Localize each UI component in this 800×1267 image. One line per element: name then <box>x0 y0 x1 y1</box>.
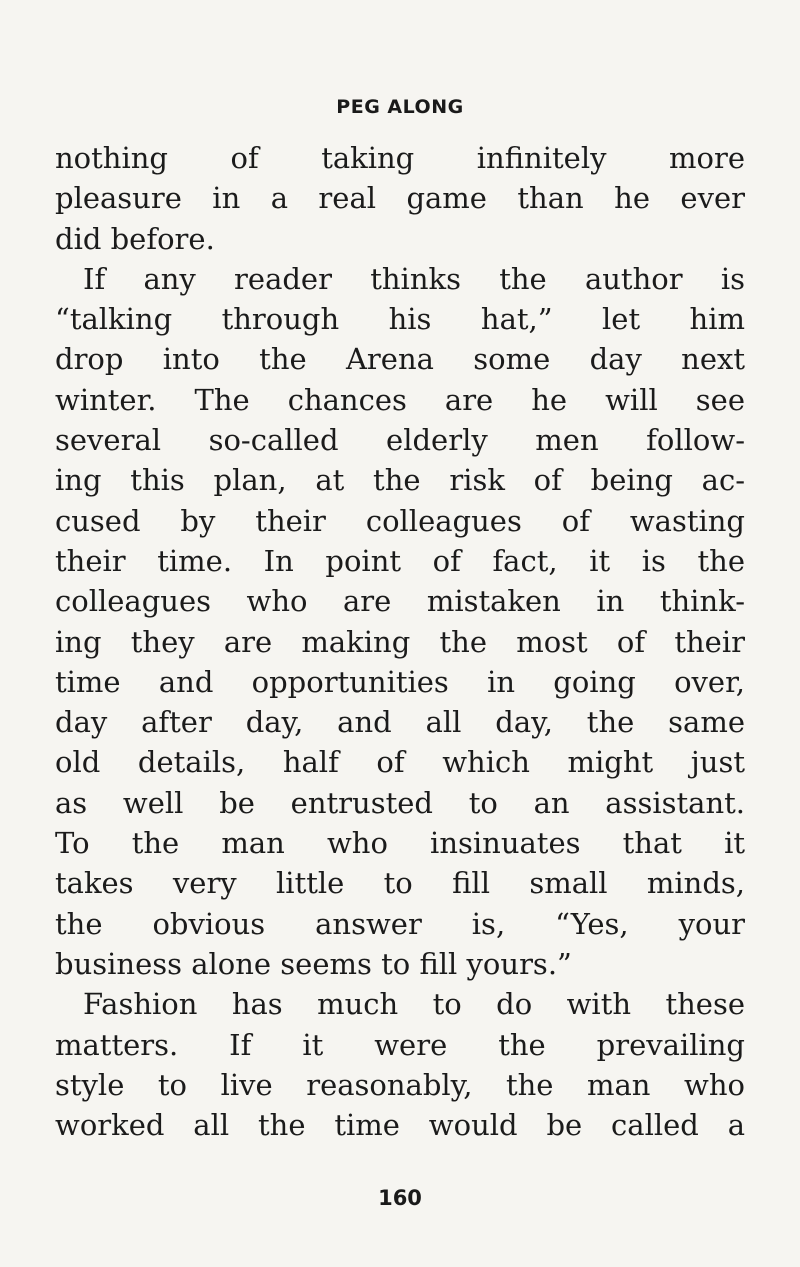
text-line: colleagues who are mistaken in think- <box>55 584 745 619</box>
text-line: day after day, and all day, the same <box>55 705 745 740</box>
running-head: PEG ALONG <box>336 96 464 118</box>
text-line: worked all the time would be called a <box>55 1108 745 1143</box>
text-line: the obvious answer is, “Yes, your <box>55 906 745 941</box>
paragraph-start-line: If any reader thinks the author is <box>83 261 745 296</box>
text-line: ing this plan, at the risk of being ac- <box>55 463 745 498</box>
text-line: business alone seems to fill yours.” <box>55 946 572 981</box>
paragraph-start-line: Fashion has much to do with these <box>83 987 745 1022</box>
text-line: style to live reasonably, the man who <box>55 1067 745 1102</box>
text-line: nothing of taking infinitely more <box>55 141 745 175</box>
body-text <box>55 138 745 1145</box>
text-line: as well be entrusted to an assistant. <box>55 785 745 820</box>
text-line: their time. In point of fact, it is the <box>55 543 745 578</box>
text-line: pleasure in a real game than he ever <box>55 181 745 216</box>
text-line: takes very little to fill small minds, <box>55 866 745 901</box>
text-line: drop into the Arena some day next <box>55 342 745 377</box>
text-line: matters. If it were the prevailing <box>55 1027 745 1062</box>
text-line: winter. The chances are he will see <box>55 382 745 417</box>
text-line: ing they are making the most of their <box>55 624 745 659</box>
text-line: time and opportunities in going over, <box>55 664 745 699</box>
page-number: 160 <box>378 1186 422 1210</box>
text-line: cused by their colleagues of wasting <box>55 503 745 538</box>
text-line: old details, half of which might just <box>55 745 745 780</box>
text-line: several so-called elderly men follow- <box>55 423 745 458</box>
text-line: “talking through his hat,” let him <box>55 302 745 337</box>
text-line: To the man who insinuates that it <box>55 826 745 861</box>
text-line: did before. <box>55 221 215 256</box>
